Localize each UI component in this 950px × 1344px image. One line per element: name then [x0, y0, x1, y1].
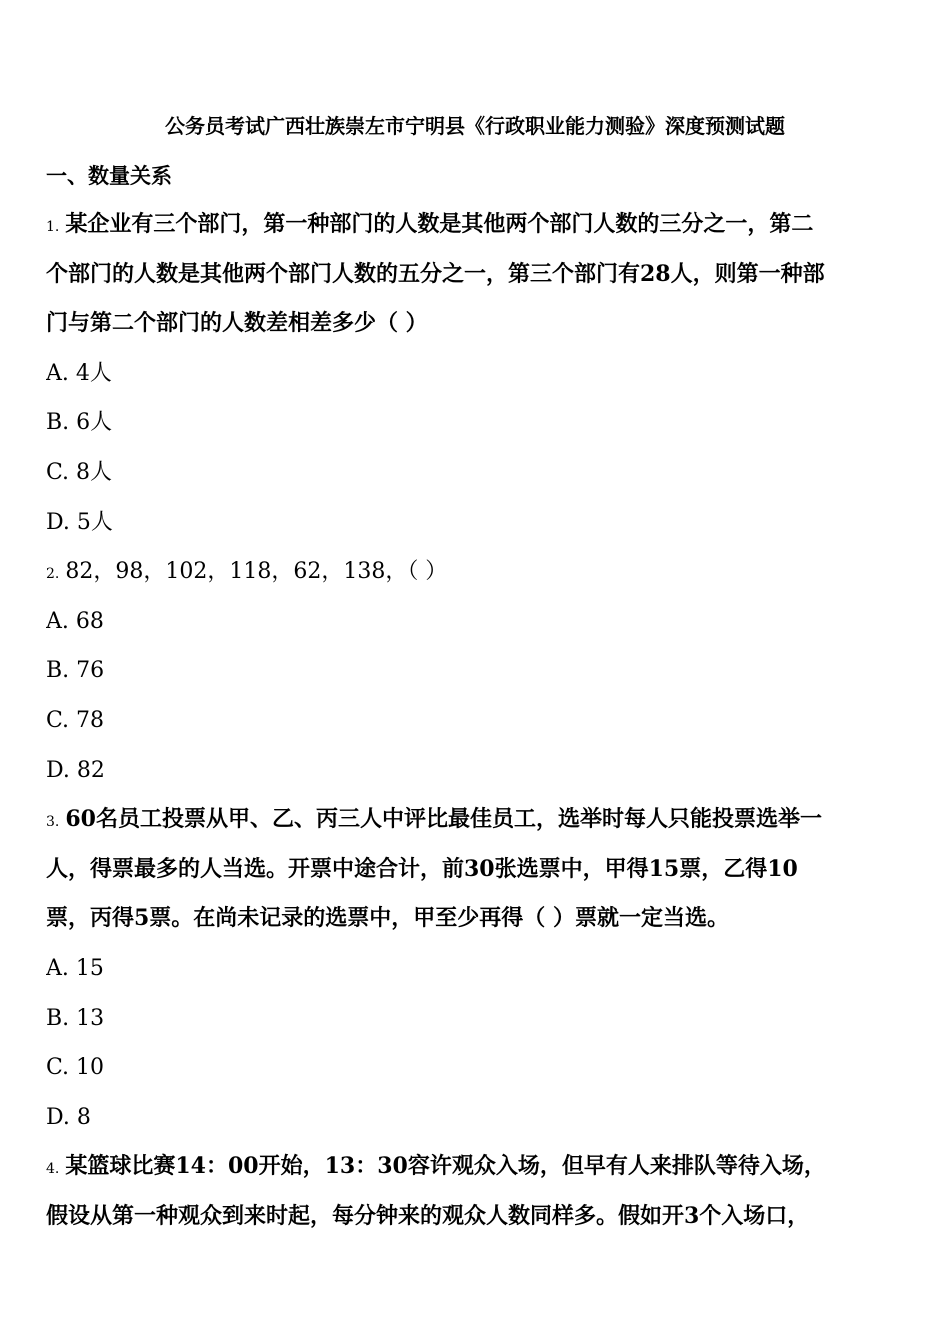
question-number: 1. — [46, 219, 60, 235]
question-text: 82，98，102，118，62，138，（ ） — [65, 559, 448, 585]
question-1-option-c: C. 8人 — [46, 459, 113, 485]
question-3-option-c: C. 10 — [46, 1055, 105, 1081]
question-4-line-2: 假设从第一种观众到来时起，每分钟来的观众人数同样多。假如开3个入场口， — [46, 1202, 810, 1229]
question-2-option-d: D. 82 — [46, 757, 105, 783]
question-text: 60名员工投票从甲、乙、丙三人中评比最佳员工，选举时每人只能投票选举一 — [65, 806, 822, 833]
question-3-option-d: D. 8 — [46, 1104, 91, 1130]
question-3-option-a: A. 15 — [46, 955, 104, 981]
question-list — [46, 200, 906, 1241]
question-1-option-b: B. 6人 — [46, 410, 113, 436]
question-2-option-c: C. 78 — [46, 707, 105, 733]
section-heading: 一、数量关系 — [46, 163, 172, 188]
question-1-line-2: 个部门的人数是其他两个部门人数的五分之一，第三个部门有28人，则第一种部 — [46, 260, 825, 287]
question-1-line-1 — [46, 200, 906, 250]
question-3-line-2: 人，得票最多的人当选。开票中途合计，前30张选票中，甲得15票，乙得10 — [46, 855, 798, 882]
question-1-option-d: D. 5人 — [46, 509, 113, 535]
question-number: 2. — [46, 566, 60, 583]
question-2-option-a: A. 68 — [46, 608, 104, 634]
question-3-option-b: B. 13 — [46, 1005, 105, 1031]
question-4-line-1 — [46, 1142, 906, 1192]
question-2-line-1 — [46, 547, 906, 597]
question-3-line-1 — [46, 795, 906, 845]
question-text: 某篮球比赛14：00开始，13：30容许观众入场，但早有人来排队等待入场， — [65, 1153, 826, 1180]
question-number: 4. — [46, 1161, 60, 1178]
question-2-option-b: B. 76 — [46, 658, 105, 684]
document-title: 公务员考试广西壮族崇左市宁明县《行政职业能力测验》深度预测试题 — [165, 114, 785, 138]
question-1-option-a: A. 4人 — [46, 360, 112, 386]
question-3-line-3: 票，丙得5票。在尚未记录的选票中，甲至少再得（ ）票就一定当选。 — [46, 905, 729, 932]
question-1-line-3: 门与第二个部门的人数差相差多少（ ） — [46, 310, 428, 337]
question-number: 3. — [46, 814, 60, 831]
question-text: 某企业有三个部门，第一种部门的人数是其他两个部门人数的三分之一，第二 — [65, 211, 814, 237]
